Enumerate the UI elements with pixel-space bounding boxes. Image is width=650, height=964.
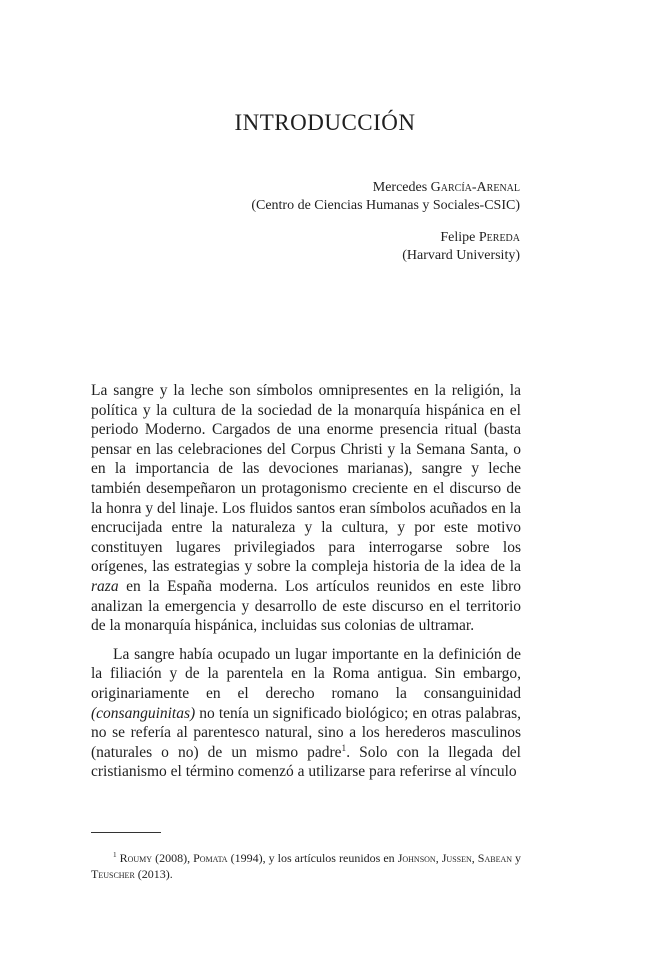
- citation-author: Roumy: [119, 851, 153, 865]
- footnote-ref[interactable]: 1: [341, 743, 347, 754]
- author-affiliation: (Centro de Ciencias Humanas y Sociales-CSIC): [251, 198, 520, 213]
- citation-author: Teuscher: [91, 867, 135, 881]
- body-text: [91, 381, 521, 791]
- italic-term: (consanguinitas): [91, 704, 196, 722]
- text-run: ,: [471, 851, 478, 865]
- author-last-name: Pereda: [478, 230, 520, 245]
- author-block: [402, 229, 520, 265]
- author-last-name: García-Arenal: [430, 180, 520, 195]
- author-first-name: Mercedes: [372, 180, 431, 195]
- author-block: [251, 179, 520, 215]
- footnote-divider: [91, 832, 161, 833]
- text-run: La sangre y la leche son símbolos omnipresentes en la religión, la política y la cultura de la sociedad de la monarquía hispánica en el periodo Moderno. Cargados de una enorme presencia ritual (basta pensar en las celebraciones del Corpus Christi y la Semana Santa, o en la importancia de las devociones marianas), sangre y leche también desempeñaron un protagonismo creciente en el discurso de la honra y del linaje. Los fluidos santos eran símbolos acuñados en la encrucijada entre la naturaleza y la cultura, y por este motivo constituyen lugares privilegiados para interrogarse sobre los orígenes, las estrategias y sobre la compleja historia de la idea de la: [91, 382, 521, 576]
- text-run: (1994), y los artículos reunidos en: [227, 851, 398, 865]
- footnote: [91, 850, 521, 882]
- author-name: [402, 229, 520, 247]
- text-run: ,: [435, 851, 442, 865]
- citation-author: Johnson: [397, 851, 436, 865]
- paragraph: [91, 645, 521, 782]
- text-run: . Solo con la llegada del cristianismo el término comenzó a utilizarse para referirse al vínculo: [91, 743, 521, 781]
- author-affiliation: (Harvard University): [402, 248, 520, 263]
- author-name: [251, 179, 520, 197]
- text-run: en la España moderna. Los artículos reunidos en este libro analizan la emergencia y desarrollo de este discurso en el territorio de la monarquía hispánica, incluidas sus colonias de ultramar.: [91, 577, 521, 635]
- author-first-name: Felipe: [440, 230, 479, 245]
- citation-author: Jussen: [441, 851, 472, 865]
- text-run: y: [512, 851, 522, 865]
- page-title: INTRODUCCIÓN: [234, 110, 416, 135]
- footnote-number: 1: [113, 851, 117, 859]
- text-run: (2008),: [152, 851, 194, 865]
- italic-term: raza: [91, 577, 119, 595]
- text-run: La sangre había ocupado un lugar importante en la definición de la filiación y de la parentela en la Roma antigua. Sin embargo, originariamente en el derecho romano la consanguinidad: [91, 645, 521, 702]
- citation-author: Pomata: [193, 851, 228, 865]
- paragraph: [91, 381, 521, 636]
- text-run: no tenía un significado biológico; en otras palabras, no se refería al parentesco natural, sino a los herederos masculinos (naturales o no) de un mismo padre: [91, 704, 521, 761]
- citation-author: Sabean: [477, 851, 513, 865]
- text-run: (2013).: [134, 867, 173, 881]
